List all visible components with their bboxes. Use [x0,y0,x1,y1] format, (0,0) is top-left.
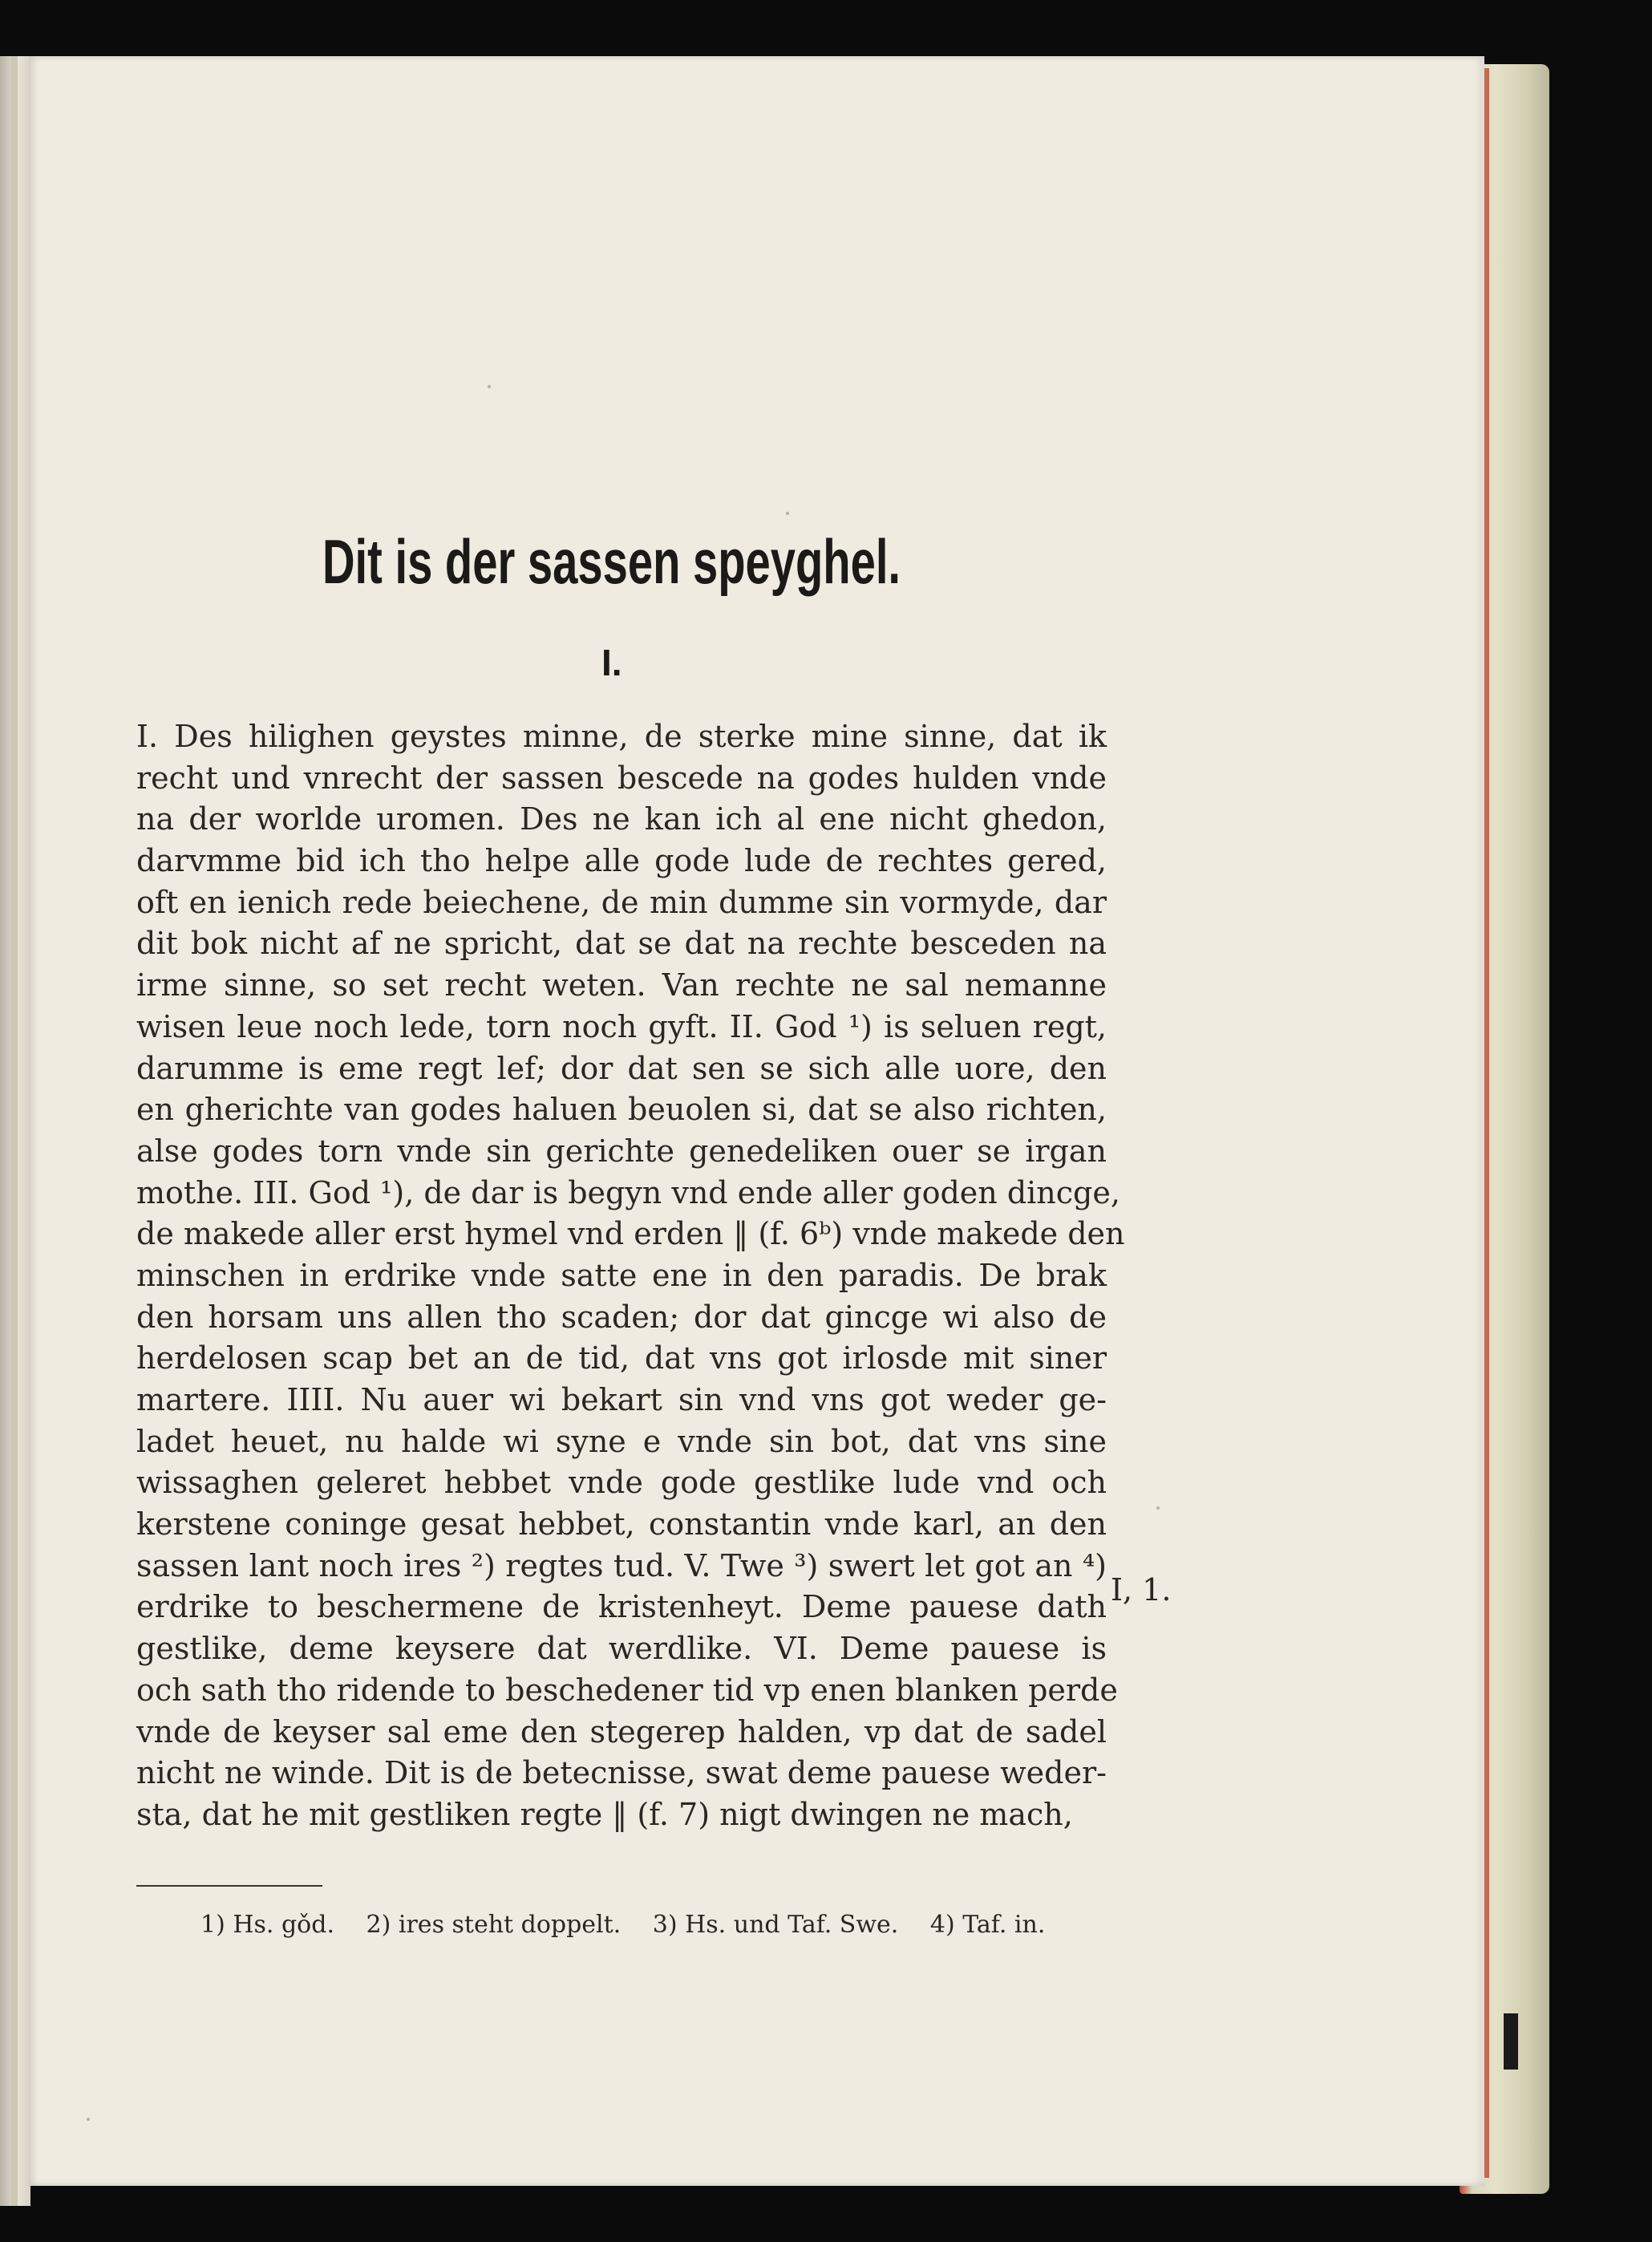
body-line: nicht ne winde. Dit is de betecnisse, swat deme pauese weder- [136,1755,1107,1791]
body-text [136,716,1125,1836]
body-line: gestlike, deme keysere dat werdlike. VI. Deme pauese is [136,1631,1107,1667]
footnote-text: Hs. gǒd. [233,1911,334,1939]
margin-reference: I, 1. [1111,1572,1172,1608]
footnote-mark: 2) [366,1911,391,1939]
footnote-rule [136,1885,322,1887]
body-line: ladet heuet, nu halde wi syne e vnde sin bot, dat vns sine [136,1423,1107,1459]
cover-dark-tab [1504,2013,1518,2070]
footnote-text: ires steht doppelt. [398,1911,622,1939]
paper-speck [87,2118,90,2121]
body-line: en gherichte van godes haluen beuolen si, dat se also richten, [136,1092,1107,1128]
footnote-3 [653,1911,899,1939]
footnotes [200,1905,1069,1945]
body-line: den horsam uns allen tho scaden; dor dat gincge wi also de [136,1299,1107,1335]
footnote-mark: 1) [200,1911,225,1939]
body-line: wisen leue noch lede, torn noch gyft. II. God ¹) is seluen regt, [136,1008,1107,1044]
left-page-gutter [11,56,18,2206]
body-line: sta, dat he mit gestliken regte ‖ (f. 7) nigt dwingen ne mach, [136,1796,1073,1832]
body-line: darumme is eme regt lef; dor dat sen se sich alle uore, den [136,1050,1107,1086]
paper-speck [488,385,491,388]
page-title: Dit is der sassen speyghel. [322,526,901,597]
footnote-1 [200,1911,334,1939]
body-line: na der worlde uromen. Des ne kan ich al ene nicht ghedon, [136,801,1107,837]
body-line: recht und vnrecht der sassen bescede na godes hulden vnde [136,760,1107,796]
body-line: sassen lant noch ires ²) regtes tud. V. Twe ³) swert let got an ⁴) [136,1547,1107,1583]
body-line: I. Des hilighen geystes minne, de sterke mine sinne, dat ik [136,719,1107,754]
body-line: irme sinne, so set recht weten. Van rechte ne sal nemanne [136,967,1107,1003]
footnote-text: Taf. in. [962,1911,1046,1939]
footnote-4 [930,1911,1045,1939]
body-line: erdrike to beschermene de kristenheyt. Deme pauese dath [136,1589,1107,1625]
body-line: dit bok nicht af ne spricht, dat se dat na rechte besceden na [136,926,1107,962]
paper-speck [786,512,789,515]
body-line: de makede aller erst hymel vnd erden ‖ (f. 6ᵇ) vnde makede den [136,1216,1125,1252]
body-line: oft en ienich rede beiechene, de min dumme sin vormyde, dar [136,884,1107,920]
body-line: kerstene coninge gesat hebbet, constantin vnde karl, an den [136,1506,1107,1543]
body-line: alse godes torn vnde sin gerichte genedeliken ouer se irgan [136,1133,1107,1169]
footnote-mark: 4) [929,1911,955,1939]
footnote-mark: 3) [652,1911,678,1939]
body-line: vnde de keyser sal eme den stegerep halden, vp dat de sadel [136,1713,1107,1749]
body-line: darvmme bid ich tho helpe alle gode lude de rechtes gered, [136,843,1107,879]
section-number: I. [601,642,622,683]
body-line: wissaghen geleret hebbet vnde gode gestlike lude vnd och [136,1465,1107,1501]
body-line: mothe. III. God ¹), de dar is begyn vnd ende aller goden dincge, [136,1174,1120,1210]
paper-speck [1156,1506,1160,1510]
footnote-text: Hs. und Taf. Swe. [685,1911,899,1939]
footnote-2 [366,1911,622,1939]
body-line: martere. IIII. Nu auer wi bekart sin vnd vns got weder ge- [136,1382,1107,1417]
body-line: minschen in erdrike vnde satte ene in den paradis. De brak [136,1257,1107,1293]
body-line: herdelosen scap bet an de tid, dat vns got irlosde mit siner [136,1340,1107,1376]
body-line: och sath tho ridende to beschedener tid vp enen blanken perde [136,1672,1118,1708]
